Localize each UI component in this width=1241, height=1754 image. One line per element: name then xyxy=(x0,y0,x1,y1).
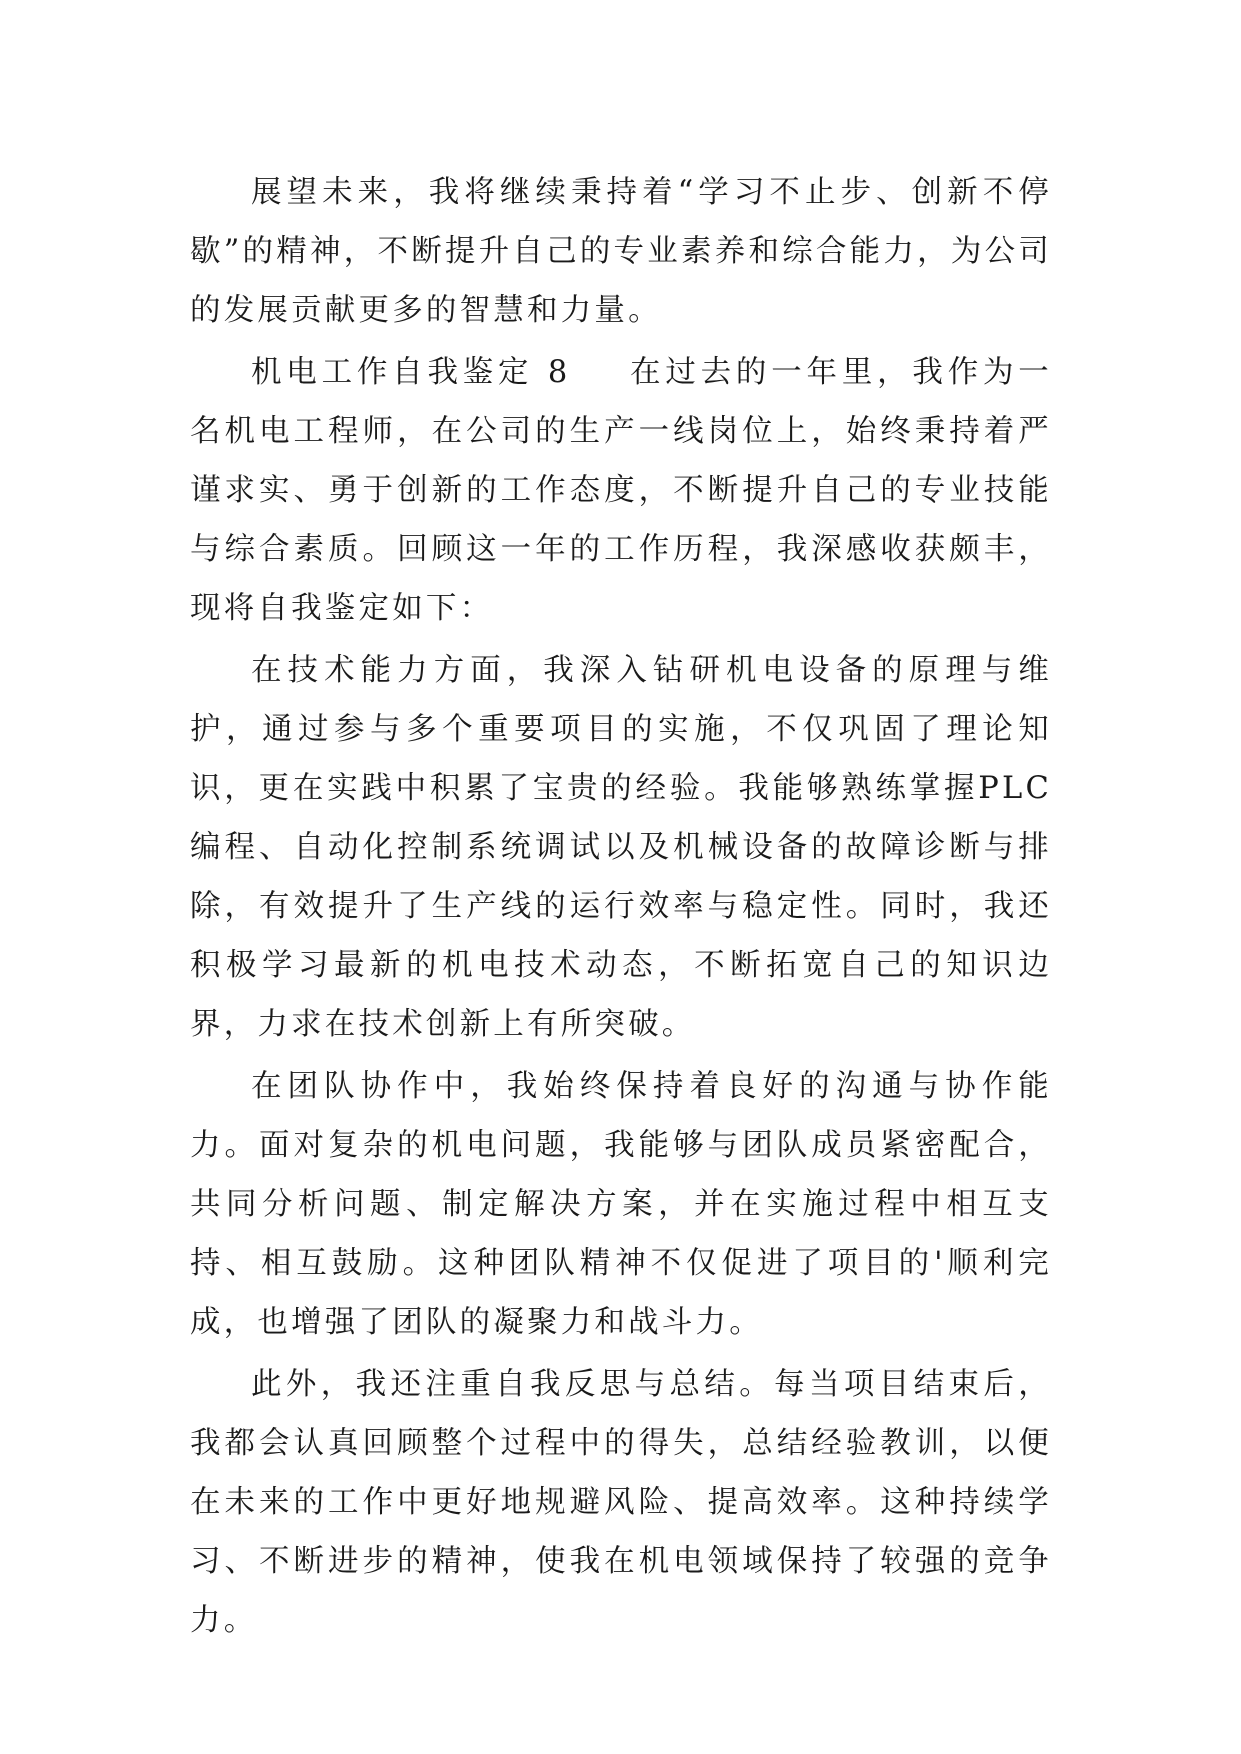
paragraph-intro-text: 在过去的一年里，我作为一名机电工程师，在公司的生产一线岗位上，始终秉持着严谨求实、勇于创新的工作态度，不断提升自己的专业技能与综合素质。回顾这一年的工作历程，我深感收获颇丰，现将自我鉴定如下： xyxy=(190,355,1052,626)
section-heading: 机电工作自我鉴定 8 xyxy=(251,355,571,390)
paragraph-reflection: 此外，我还注重自我反思与总结。每当项目结束后，我都会认真回顾整个过程中的得失，总结经验教训，以便在未来的工作中更好地规避风险、提高效率。这种持续学习、不断进步的精神，使我在机电领域保持了较强的竞争力。 xyxy=(190,1367,1052,1638)
paragraph-teamwork: 在团队协作中，我始终保持着良好的沟通与协作能力。面对复杂的机电问题，我能够与团队成员紧密配合，共同分析问题、制定解决方案，并在实施过程中相互支持、相互鼓励。这种团队精神不仅促进了项目的'顺利完成，也增强了团队的凝聚力和战斗力。 xyxy=(190,1069,1052,1340)
document-body xyxy=(190,163,1052,1650)
paragraph-outlook: 展望未来，我将继续秉持着“学习不止步、创新不停歇”的精神，不断提升自己的专业素养和综合能力，为公司的发展贡献更多的智慧和力量。 xyxy=(190,175,1052,328)
paragraph-intro xyxy=(190,343,1052,638)
paragraph-technical-ability: 在技术能力方面，我深入钻研机电设备的原理与维护，通过参与多个重要项目的实施，不仅巩固了理论知识，更在实践中积累了宝贵的经验。我能够熟练掌握PLC编程、自动化控制系统调试以及机械设备的故障诊断与排除，有效提升了生产线的运行效率与稳定性。同时，我还积极学习最新的机电技术动态，不断拓宽自己的知识边界，力求在技术创新上有所突破。 xyxy=(190,653,1052,1042)
